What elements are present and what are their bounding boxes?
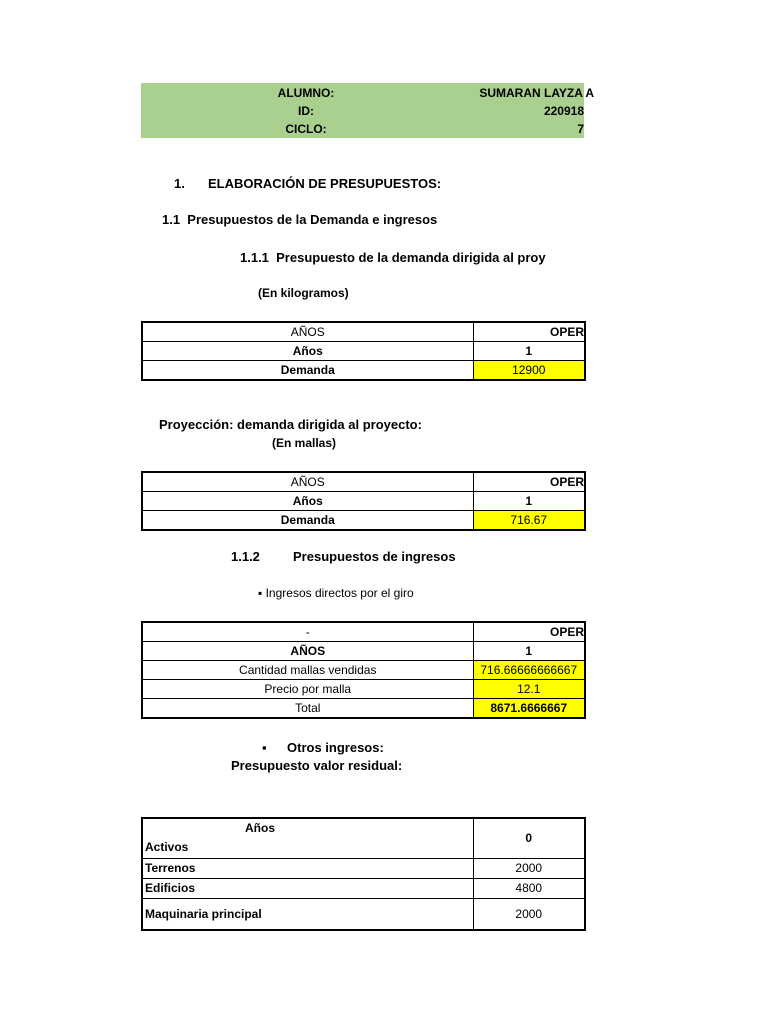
student-row — [141, 84, 594, 102]
other-income-bullet: ▪ — [262, 740, 267, 755]
table-row — [142, 898, 585, 930]
header-oper: OPER — [473, 322, 585, 342]
row-label-total: Total — [142, 699, 473, 719]
row-label-price: Precio por malla — [142, 680, 473, 699]
header-years: Años — [245, 821, 275, 835]
id-value: 220918 — [543, 104, 584, 118]
residual-value-table — [141, 817, 586, 931]
asset-value: 4800 — [473, 878, 585, 898]
row-label-years: Años — [142, 492, 473, 511]
header-years: AÑOS — [142, 472, 473, 492]
header-oper: OPER — [473, 472, 585, 492]
id-row — [141, 102, 584, 120]
cycle-value: 7 — [577, 122, 584, 136]
other-income-title: Otros ingresos: — [287, 740, 384, 755]
asset-value: 2000 — [473, 898, 585, 930]
row-label-demand: Demanda — [142, 511, 473, 531]
cycle-row — [141, 120, 584, 138]
table-row — [142, 858, 585, 878]
header-year-zero: 0 — [473, 818, 585, 858]
asset-label: Maquinaria principal — [142, 898, 473, 930]
section-1-title: ELABORACIÓN DE PRESUPUESTOS: — [208, 176, 442, 191]
table-row — [142, 492, 585, 511]
header-dash: - — [142, 622, 473, 642]
asset-value: 2000 — [473, 858, 585, 878]
student-value: SUMARAN LAYZA A — [479, 86, 594, 100]
demand-mallas-value: 716.67 — [473, 511, 585, 531]
table-row — [142, 322, 585, 342]
table-row — [142, 642, 585, 661]
projection-title: Proyección: demanda dirigida al proyecto: — [159, 417, 422, 432]
table-row — [142, 680, 585, 699]
asset-label: Terrenos — [142, 858, 473, 878]
row-label-quantity: Cantidad mallas vendidas — [142, 661, 473, 680]
table-row — [142, 818, 585, 858]
row-label-years: Años — [142, 342, 473, 361]
price-value: 12.1 — [473, 680, 585, 699]
table-row — [142, 699, 585, 719]
header-years: AÑOS — [142, 322, 473, 342]
demand-kg-value: 12900 — [473, 361, 585, 381]
header-assets: Activos — [145, 840, 189, 854]
residual-title: Presupuesto valor residual: — [231, 758, 403, 773]
table-row — [142, 878, 585, 898]
income-table — [141, 621, 586, 719]
row-value-year: 1 — [473, 492, 585, 511]
student-info-header — [141, 83, 594, 138]
table-row — [142, 361, 585, 381]
section-1-1-2-number: 1.1.2 — [231, 549, 260, 564]
demand-mallas-table — [141, 471, 586, 531]
id-label: ID: — [298, 104, 314, 118]
table-row — [142, 511, 585, 531]
student-label: ALUMNO: — [277, 86, 335, 100]
table-row — [142, 622, 585, 642]
section-1-1-1-title: 1.1.1 Presupuesto de la demanda dirigida al proy — [240, 250, 546, 265]
row-label-years: AÑOS — [142, 642, 473, 661]
unit-kilograms: (En kilogramos) — [258, 286, 349, 300]
row-value-year: 1 — [473, 642, 585, 661]
unit-mallas: (En mallas) — [272, 436, 337, 450]
direct-income-label: ▪ Ingresos directos por el giro — [258, 586, 414, 600]
header-oper: OPER — [473, 622, 585, 642]
section-1-1-title: 1.1 Presupuestos de la Demanda e ingresos — [162, 212, 438, 227]
cycle-label: CICLO: — [285, 122, 327, 136]
row-label-demand: Demanda — [142, 361, 473, 381]
row-value-year: 1 — [473, 342, 585, 361]
table-row — [142, 342, 585, 361]
asset-label: Edificios — [142, 878, 473, 898]
section-1-1-2-title: Presupuestos de ingresos — [293, 549, 456, 564]
total-value: 8671.6666667 — [473, 699, 585, 719]
header-years-assets — [142, 818, 473, 858]
table-row — [142, 661, 585, 680]
quantity-value: 716.66666666667 — [473, 661, 585, 680]
demand-kg-table — [141, 321, 586, 381]
section-1-number: 1. — [174, 176, 185, 191]
table-row — [142, 472, 585, 492]
